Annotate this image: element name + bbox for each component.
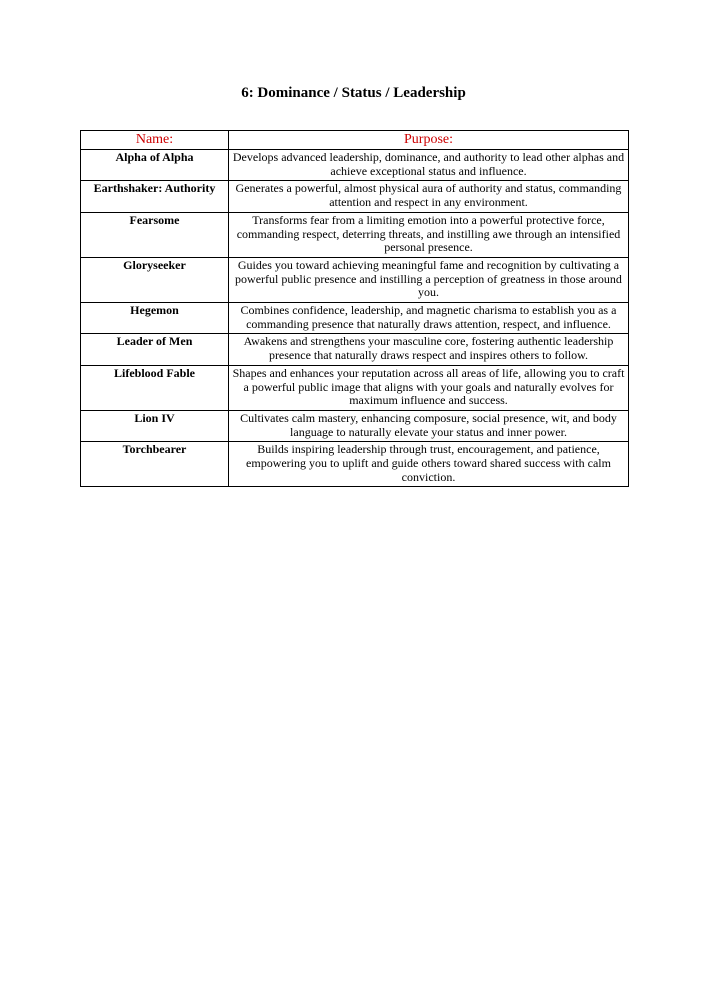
table-row [81,212,629,257]
name-cell: Fearsome [81,212,229,257]
name-cell: Gloryseeker [81,257,229,302]
table-row [81,410,629,441]
table-row [81,365,629,410]
column-header-purpose: Purpose: [229,131,629,150]
purpose-cell: Combines confidence, leadership, and magnetic charisma to establish you as a commanding presence that naturally draws attention, respect, and influence. [229,303,629,334]
table-row [81,303,629,334]
name-cell: Alpha of Alpha [81,150,229,181]
purpose-cell: Awakens and strengthens your masculine core, fostering authentic leadership presence that naturally draws respect and inspires others to follow. [229,334,629,365]
table-row [81,334,629,365]
purpose-cell: Builds inspiring leadership through trust, encouragement, and patience, empowering you to uplift and guide others toward shared success with calm conviction. [229,442,629,487]
table-row [81,442,629,487]
name-cell: Lion IV [81,410,229,441]
purpose-cell: Generates a powerful, almost physical aura of authority and status, commanding attention and respect in any environment. [229,181,629,212]
purpose-cell: Develops advanced leadership, dominance, and authority to lead other alphas and achieve exceptional status and influence. [229,150,629,181]
purpose-cell: Cultivates calm mastery, enhancing composure, social presence, wit, and body language to naturally elevate your status and inner power. [229,410,629,441]
name-cell: Leader of Men [81,334,229,365]
purpose-cell: Shapes and enhances your reputation across all areas of life, allowing you to craft a powerful public image that aligns with your goals and naturally evolves for maximum influence and success. [229,365,629,410]
purpose-cell: Transforms fear from a limiting emotion into a powerful protective force, commanding respect, deterring threats, and instilling awe through an intensified personal presence. [229,212,629,257]
name-cell: Earthshaker: Authority [81,181,229,212]
name-cell: Lifeblood Fable [81,365,229,410]
table-header-row [81,131,629,150]
page-title: 6: Dominance / Status / Leadership [241,85,466,101]
table-row [81,257,629,302]
column-header-name: Name: [81,131,229,150]
purpose-cell: Guides you toward achieving meaningful fame and recognition by cultivating a powerful public presence and instilling a perception of greatness in those around you. [229,257,629,302]
dominance-status-leadership-table [80,130,629,487]
name-cell: Torchbearer [81,442,229,487]
table-row [81,181,629,212]
name-cell: Hegemon [81,303,229,334]
table-row [81,150,629,181]
